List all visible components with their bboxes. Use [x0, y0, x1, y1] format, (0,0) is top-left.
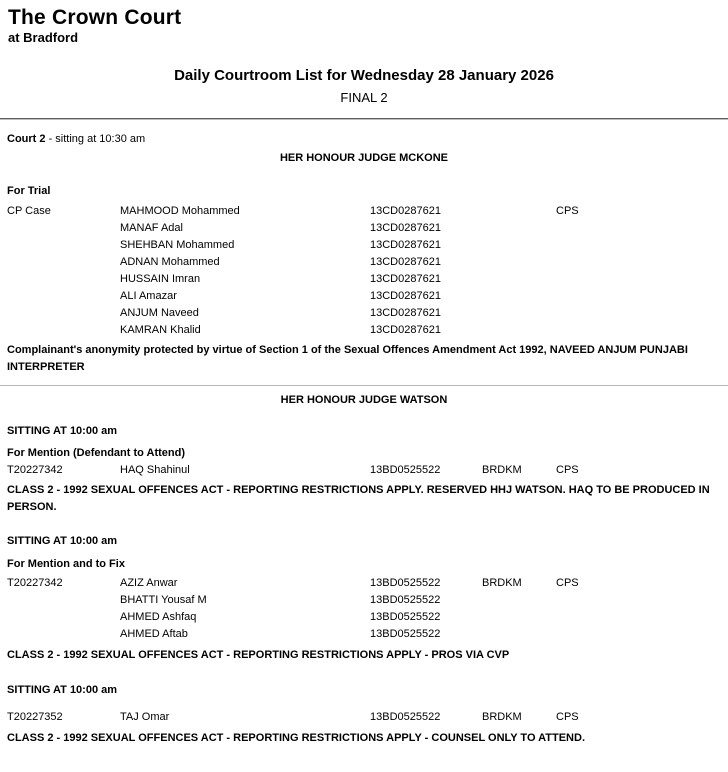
- defendant-name: HUSSAIN Imran: [120, 273, 201, 285]
- sitting-time-heading: SITTING AT 10:00 am: [7, 535, 118, 547]
- case-note: CLASS 2 - 1992 SEXUAL OFFENCES ACT - REPORTING RESTRICTIONS APPLY - PROS VIA CVP: [7, 649, 510, 661]
- location-code: [482, 322, 556, 339]
- document-header: [0, 5, 728, 46]
- location-code: BRDKM: [482, 577, 522, 589]
- location-code: [482, 254, 556, 271]
- sitting-time-heading: SITTING AT 10:00 am: [7, 425, 118, 437]
- case-number: 13CD0287621: [370, 239, 441, 251]
- case-number: 13CD0287621: [370, 205, 441, 217]
- location-code: [482, 288, 556, 305]
- hearing-type-heading: For Mention (Defendant to Attend): [7, 447, 186, 459]
- hearing-type-heading: For Trial: [7, 185, 51, 197]
- case-row: [7, 254, 721, 271]
- prosecutor-code: [556, 220, 721, 237]
- hearing-block: [7, 684, 721, 747]
- case-number: 13BD0525522: [370, 577, 441, 589]
- defendant-name: SHEHBAN Mohammed: [120, 239, 235, 251]
- case-row: [7, 271, 721, 288]
- case-number: 13BD0525522: [370, 628, 441, 640]
- list-title: Daily Courtroom List for Wednesday 28 January 2026: [174, 67, 554, 84]
- section-judge-watson: [0, 394, 728, 747]
- location-code: [482, 305, 556, 322]
- case-row: [7, 288, 721, 305]
- hearing-block: [7, 535, 721, 664]
- defendant-name: BHATTI Yousaf M: [120, 594, 207, 606]
- prosecutor-code: CPS: [556, 711, 579, 723]
- case-row: [7, 203, 721, 220]
- case-number: 13BD0525522: [370, 594, 441, 606]
- prosecutor-code: CPS: [556, 577, 579, 589]
- judge-name-heading: HER HONOUR JUDGE MCKONE: [279, 152, 449, 164]
- hearing-block: [7, 185, 721, 376]
- defendant-name: AZIZ Anwar: [120, 577, 178, 589]
- case-row: [7, 626, 721, 643]
- case-number: 13BD0525522: [370, 711, 441, 723]
- court-name-title: The Crown Court: [8, 6, 182, 29]
- case-ref: [7, 254, 120, 271]
- court-location: at Bradford: [8, 30, 79, 45]
- prosecutor-code: CPS: [556, 205, 579, 217]
- case-ref: [7, 626, 120, 643]
- prosecutor-code: [556, 609, 721, 626]
- prosecutor-code: [556, 322, 721, 339]
- hearing-type-heading: For Mention and to Fix: [7, 558, 125, 570]
- sitting-time-text: - sitting at 10:30 am: [48, 133, 146, 145]
- case-ref: [7, 322, 120, 339]
- case-row: [7, 462, 721, 479]
- case-row: [7, 322, 721, 339]
- case-ref: [7, 592, 120, 609]
- case-row: [7, 305, 721, 322]
- location-code: [482, 592, 556, 609]
- prosecutor-code: [556, 592, 721, 609]
- location-code: [482, 220, 556, 237]
- defendant-name: ADNAN Mohammed: [120, 256, 220, 268]
- location-code: BRDKM: [482, 711, 522, 723]
- case-note: Complainant's anonymity protected by virtue of Section 1 of the Sexual Offences Amendment Act 1992, NAVEED ANJUM PUNJABI INTERPRETER: [7, 344, 688, 373]
- sitting-time-heading: SITTING AT 10:00 am: [7, 684, 118, 696]
- prosecutor-code: [556, 237, 721, 254]
- case-number: 13CD0287621: [370, 273, 441, 285]
- case-number: 13CD0287621: [370, 290, 441, 302]
- defendant-name: TAJ Omar: [120, 711, 170, 723]
- defendant-name: MANAF Adal: [120, 222, 183, 234]
- case-number: 13BD0525522: [370, 611, 441, 623]
- court-label: Court 2: [7, 133, 49, 145]
- location-code: BRDKM: [482, 464, 522, 476]
- case-ref: T20227352: [7, 711, 63, 723]
- case-row: [7, 592, 721, 609]
- case-row: [7, 609, 721, 626]
- case-ref: [7, 237, 120, 254]
- defendant-name: MAHMOOD Mohammed: [120, 205, 240, 217]
- location-code: [482, 626, 556, 643]
- case-ref: [7, 288, 120, 305]
- case-rows: [7, 462, 721, 479]
- court-sitting-line: [7, 133, 721, 146]
- case-row: [7, 709, 721, 726]
- prosecutor-code: [556, 305, 721, 322]
- case-number: 13BD0525522: [370, 464, 441, 476]
- case-ref: [7, 271, 120, 288]
- defendant-name: ANJUM Naveed: [120, 307, 199, 319]
- case-rows: [7, 203, 721, 339]
- hearing-block: [7, 425, 721, 516]
- case-rows: [7, 575, 721, 643]
- defendant-name: ALI Amazar: [120, 290, 177, 302]
- prosecutor-code: CPS: [556, 464, 579, 476]
- case-ref: T20227342: [7, 577, 63, 589]
- case-ref: [7, 609, 120, 626]
- case-ref: [7, 220, 120, 237]
- judge-section-divider: [0, 385, 728, 386]
- case-number: 13CD0287621: [370, 222, 441, 234]
- case-number: 13CD0287621: [370, 307, 441, 319]
- location-code: [482, 271, 556, 288]
- prosecutor-code: [556, 288, 721, 305]
- case-note: CLASS 2 - 1992 SEXUAL OFFENCES ACT - REPORTING RESTRICTIONS APPLY. RESERVED HHJ WATSON. HAQ TO BE PRODUCED IN PERSON.: [7, 484, 710, 513]
- header-rule: [0, 118, 728, 120]
- case-row: [7, 575, 721, 592]
- case-number: 13CD0287621: [370, 324, 441, 336]
- location-code: [482, 609, 556, 626]
- defendant-name: HAQ Shahinul: [120, 464, 190, 476]
- case-row: [7, 220, 721, 237]
- location-code: [482, 203, 556, 220]
- case-rows: [7, 709, 721, 726]
- defendant-name: AHMED Ashfaq: [120, 611, 197, 623]
- defendant-name: AHMED Aftab: [120, 628, 188, 640]
- section-judge-mckone: [0, 133, 728, 376]
- case-number: 13CD0287621: [370, 256, 441, 268]
- judge-name-heading: HER HONOUR JUDGE WATSON: [280, 394, 448, 406]
- case-ref: CP Case: [7, 205, 51, 217]
- prosecutor-code: [556, 626, 721, 643]
- list-version: FINAL 2: [340, 90, 388, 105]
- defendant-name: KAMRAN Khalid: [120, 324, 201, 336]
- case-row: [7, 237, 721, 254]
- location-code: [482, 237, 556, 254]
- case-ref: [7, 305, 120, 322]
- case-ref: T20227342: [7, 464, 63, 476]
- prosecutor-code: [556, 254, 721, 271]
- case-note: CLASS 2 - 1992 SEXUAL OFFENCES ACT - REPORTING RESTRICTIONS APPLY - COUNSEL ONLY TO ATTEND.: [7, 732, 585, 744]
- prosecutor-code: [556, 271, 721, 288]
